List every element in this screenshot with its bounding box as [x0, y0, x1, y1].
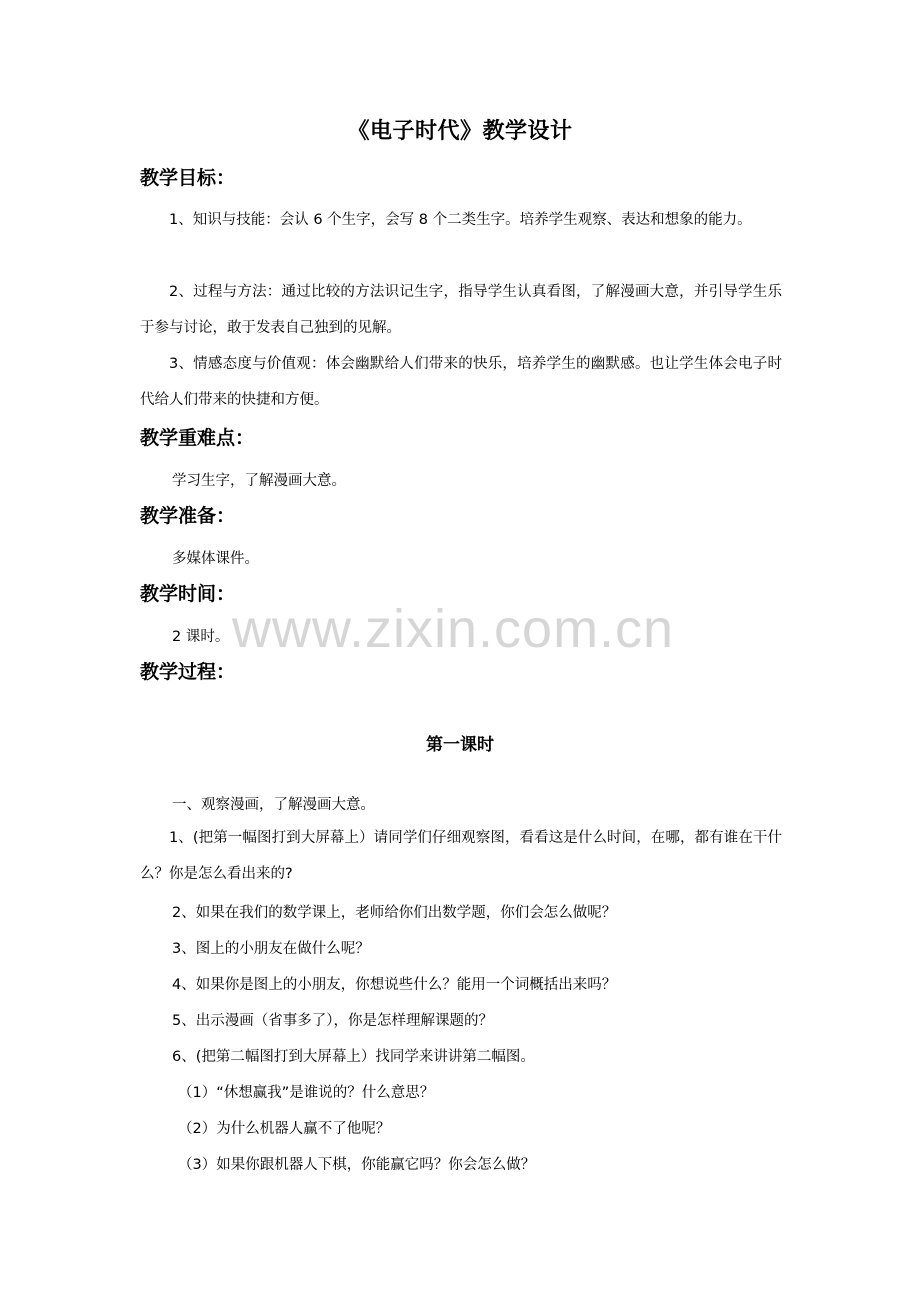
heading-process: 教学过程： [140, 661, 236, 683]
lesson-title: 第一课时 [426, 735, 494, 755]
goal-paragraph-2: 2、过程与方法：通过比较的方法识记生字，指导学生认真看图，了解漫画大意，并引导学生乐于参与讨论，敢于发表自己独到的见解。 [140, 284, 782, 336]
heading-key-points: 教学重难点： [140, 427, 255, 449]
goal-paragraph-3: 3、情感态度与价值观：体会幽默给人们带来的快乐，培养学生的幽默感。也让学生体会电子时代给人们带来的快捷和方便。 [140, 356, 782, 408]
step-3: 3、图上的小朋友在做什么呢？ [172, 941, 370, 957]
step-1: 1、(把第一幅图打到大屏幕上）请同学们仔细观察图，看看这是什么时间，在哪，都有谁在干什么？你是怎么看出来的? [140, 830, 782, 882]
time-text: 2 课时。 [172, 629, 230, 645]
step-2: 2、如果在我们的数学课上，老师给你们出数学题，你们会怎么做呢？ [172, 905, 617, 921]
heading-goals: 教学目标： [140, 167, 236, 189]
heading-preparation: 教学准备： [140, 505, 236, 527]
heading-time: 教学时间： [140, 583, 236, 605]
key-points-text: 学习生字，了解漫画大意。 [172, 473, 346, 489]
step-6-sub-1: （1）“休想赢我”是谁说的？什么意思？ [178, 1085, 435, 1101]
step-5: 5、出示漫画（省事多了），你是怎样理解课题的？ [172, 1013, 493, 1029]
step-6-sub-3: （3）如果你跟机器人下棋，你能赢它吗？你会怎么做？ [178, 1157, 536, 1173]
step-6-sub-2: （2）为什么机器人赢不了他呢？ [178, 1121, 391, 1137]
document-title: 《电子时代》教学设计 [347, 119, 573, 144]
preparation-text: 多媒体课件。 [172, 551, 259, 567]
goal-paragraph-1: 1、知识与技能：会认 6 个生字，会写 8 个二类生字。培养学生观察、表达和想象的能力。 [169, 212, 752, 228]
watermark: www.zixin.com.cn [232, 599, 675, 659]
step-4: 4、如果你是图上的小朋友，你想说些什么？能用一个词概括出来吗？ [172, 977, 617, 993]
step-6: 6、(把第二幅图打到大屏幕上）找同学来讲讲第二幅图。 [172, 1049, 535, 1065]
step-intro: 一、观察漫画，了解漫画大意。 [172, 797, 375, 813]
